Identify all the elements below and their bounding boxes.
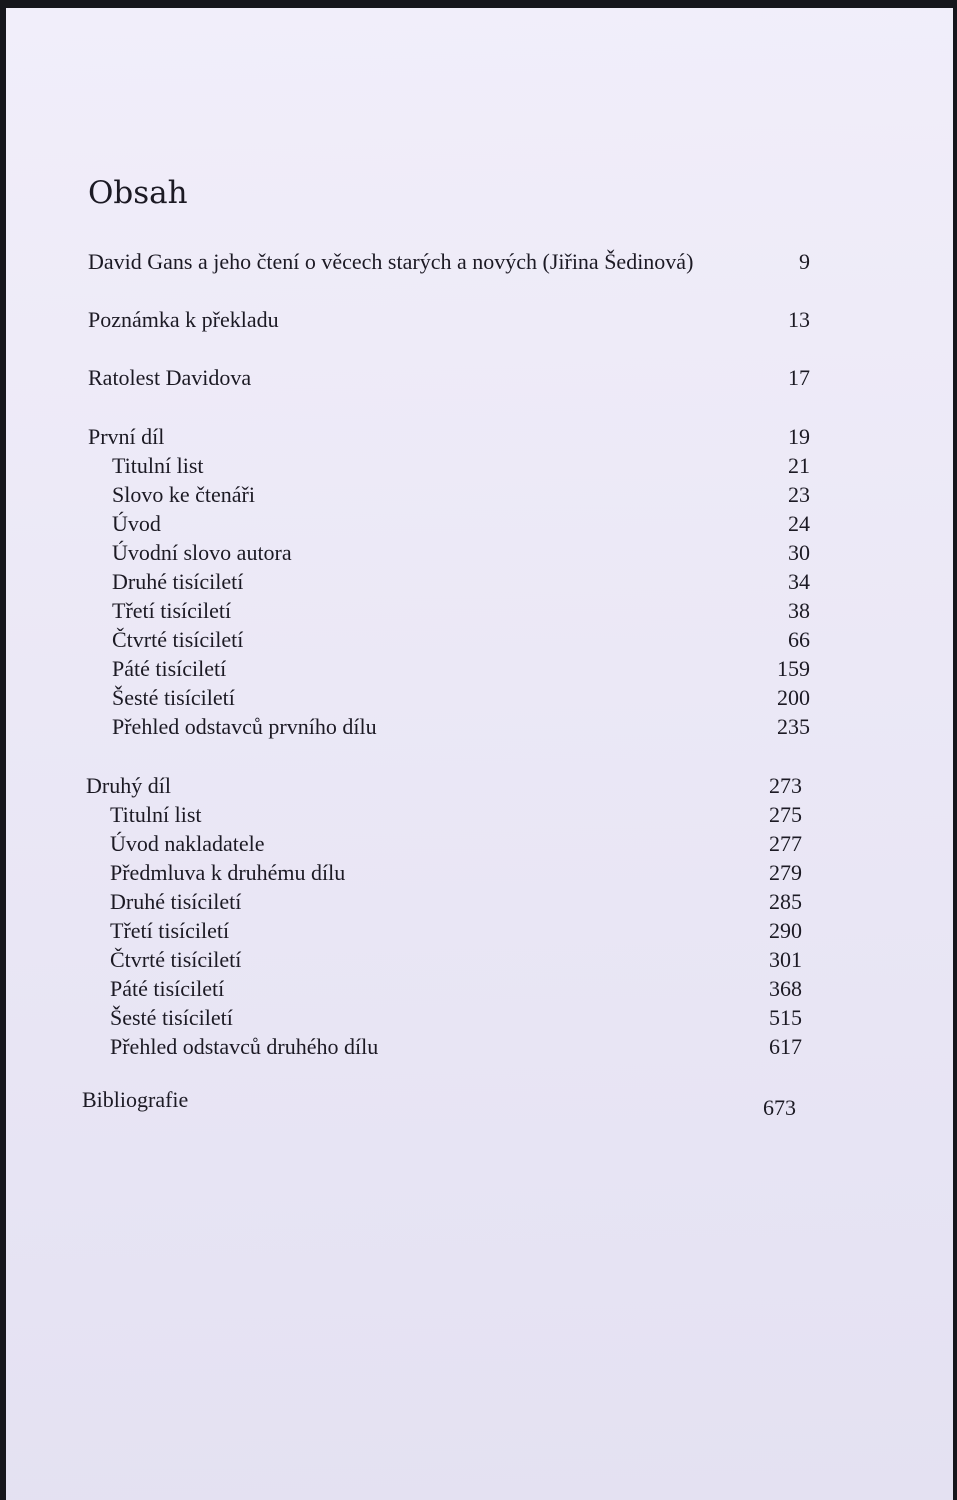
toc-entry-page: 279 bbox=[769, 860, 802, 885]
toc-entry-page: 23 bbox=[788, 482, 810, 507]
toc-entry-label: První díl bbox=[88, 424, 165, 449]
toc-entry-label: Třetí tisíciletí bbox=[110, 918, 230, 943]
toc-entry-page: 19 bbox=[788, 424, 810, 449]
toc-entry-page: 13 bbox=[788, 307, 810, 332]
toc-entry-page: 34 bbox=[788, 569, 810, 594]
toc-entry-label: Páté tisíciletí bbox=[110, 976, 225, 1001]
toc-entry-page: 159 bbox=[777, 656, 810, 681]
toc-entry-page: 290 bbox=[769, 918, 802, 943]
toc-entry-page: 30 bbox=[788, 540, 810, 565]
toc-entry-page: 285 bbox=[769, 889, 802, 914]
toc-entry-label: Čtvrté tisíciletí bbox=[112, 627, 244, 652]
toc-entry-label: Úvod bbox=[112, 511, 161, 536]
page-title: Obsah bbox=[88, 175, 188, 211]
toc-entry-label: Druhé tisíciletí bbox=[110, 889, 242, 914]
toc-entry-label: Čtvrté tisíciletí bbox=[110, 947, 242, 972]
toc-entry-label: Druhý díl bbox=[86, 773, 171, 798]
toc-entry-label: Slovo ke čtenáři bbox=[112, 482, 255, 507]
toc-entry-page: 17 bbox=[788, 365, 810, 390]
toc-entry-page: 273 bbox=[769, 773, 802, 798]
toc-entry-label: Titulní list bbox=[110, 802, 202, 827]
toc-entry-label: Šesté tisíciletí bbox=[112, 685, 235, 710]
toc-entry-page: 617 bbox=[769, 1034, 802, 1059]
toc-entry-page: 368 bbox=[769, 976, 802, 1001]
toc-entry-page: 24 bbox=[788, 511, 810, 536]
toc-entry-page: 301 bbox=[769, 947, 802, 972]
toc-entry-label: Přehled odstavců prvního dílu bbox=[112, 714, 377, 739]
toc-entry-page: 38 bbox=[788, 598, 810, 623]
toc-entry-page: 200 bbox=[777, 685, 810, 710]
toc-entry-page: 673 bbox=[763, 1095, 796, 1120]
toc-entry-label: Titulní list bbox=[112, 453, 204, 478]
toc-entry-page: 21 bbox=[788, 453, 810, 478]
toc-entry-page: 275 bbox=[769, 802, 802, 827]
toc-entry-label: Druhé tisíciletí bbox=[112, 569, 244, 594]
toc-entry-page: 277 bbox=[769, 831, 802, 856]
book-page bbox=[6, 8, 953, 1500]
toc-entry-page: 9 bbox=[799, 249, 810, 274]
toc-entry-label: Třetí tisíciletí bbox=[112, 598, 232, 623]
toc-entry-label: Přehled odstavců druhého dílu bbox=[110, 1034, 379, 1059]
toc-entry-page: 515 bbox=[769, 1005, 802, 1030]
toc-entry-label: Ratolest Davidova bbox=[88, 365, 252, 390]
toc-entry-label: Šesté tisíciletí bbox=[110, 1005, 233, 1030]
toc-entry-label: Úvod nakladatele bbox=[110, 831, 265, 856]
toc-entry-label: David Gans a jeho čtení o věcech starých a nových (Jiřina Šedinová) bbox=[88, 249, 694, 274]
toc-entry-label: Bibliografie bbox=[82, 1087, 189, 1112]
toc-entry-page: 66 bbox=[788, 627, 810, 652]
toc-entry-label: Poznámka k překladu bbox=[88, 307, 279, 332]
toc-entry-label: Úvodní slovo autora bbox=[112, 540, 292, 565]
toc-entry-label: Páté tisíciletí bbox=[112, 656, 227, 681]
toc-entry-label: Předmluva k druhému dílu bbox=[110, 860, 346, 885]
toc-entry-page: 235 bbox=[777, 714, 810, 739]
